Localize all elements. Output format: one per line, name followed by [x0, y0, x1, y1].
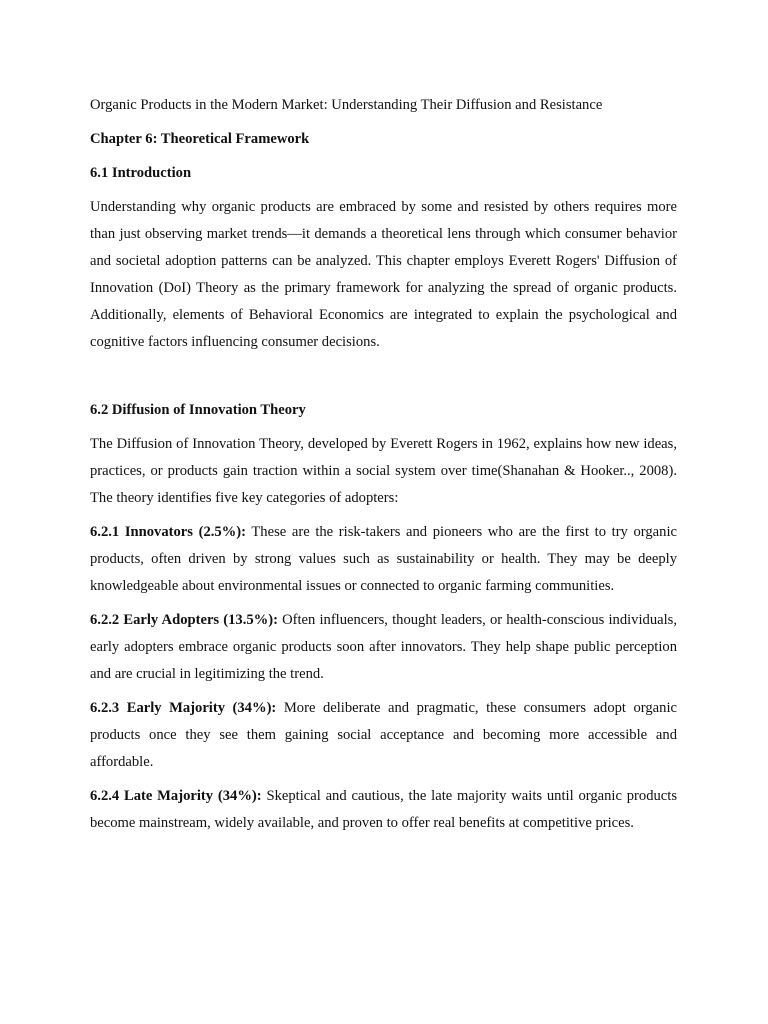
document-page — [90, 92, 677, 844]
adopter-term: 6.2.2 Early Adopters (13.5%): — [90, 612, 278, 628]
section-heading-6-2: 6.2 Diffusion of Innovation Theory — [90, 402, 306, 418]
adopter-description: These are the risk-takers and pioneers who are the first to try organic products, often driven by strong values such as sustainability or health. They may be deeply knowledgeable about environmental issues or connected to organic farming communities. — [90, 524, 677, 594]
document-title: Organic Products in the Modern Market: Understanding Their Diffusion and Resistance — [90, 97, 603, 113]
adopter-term: 6.2.4 Late Majority (34%): — [90, 788, 262, 804]
adopter-item-late-majority — [90, 783, 677, 837]
adopter-item-early-majority — [90, 695, 677, 776]
adopter-term: 6.2.3 Early Majority (34%): — [90, 700, 277, 716]
adopter-description: Often influencers, thought leaders, or health-conscious individuals, early adopters embrace organic products soon after innovators. They help shape public perception and are crucial in legitimizing the trend. — [90, 612, 677, 682]
diffusion-paragraph: The Diffusion of Innovation Theory, developed by Everett Rogers in 1962, explains how new ideas, practices, or products gain traction within a social system over time(Shanahan & Hooker.., 2008). The theory identifies five key categories of adopters: — [90, 436, 677, 506]
adopter-item-innovators — [90, 519, 677, 600]
section-spacer — [90, 363, 677, 397]
chapter-heading: Chapter 6: Theoretical Framework — [90, 131, 310, 147]
adopter-term: 6.2.1 Innovators (2.5%): — [90, 524, 246, 540]
section-heading-6-1: 6.1 Introduction — [90, 165, 192, 181]
adopter-item-early-adopters — [90, 607, 677, 688]
introduction-paragraph: Understanding why organic products are embraced by some and resisted by others requires more than just observing market trends—it demands a theoretical lens through which consumer behavior and societal adoption patterns can be analyzed. This chapter employs Everett Rogers' Diffusion of Innovation (DoI) Theory as the primary framework for analyzing the spread of organic products. Additionally, elements of Behavioral Economics are integrated to explain the psychological and cognitive factors influencing consumer decisions. — [90, 199, 677, 350]
adopter-description: More deliberate and pragmatic, these consumers adopt organic products once they see them gaining social acceptance and becoming more accessible and affordable. — [90, 700, 677, 770]
adopter-description: Skeptical and cautious, the late majority waits until organic products become mainstream, widely available, and proven to offer real benefits at competitive prices. — [90, 788, 677, 831]
